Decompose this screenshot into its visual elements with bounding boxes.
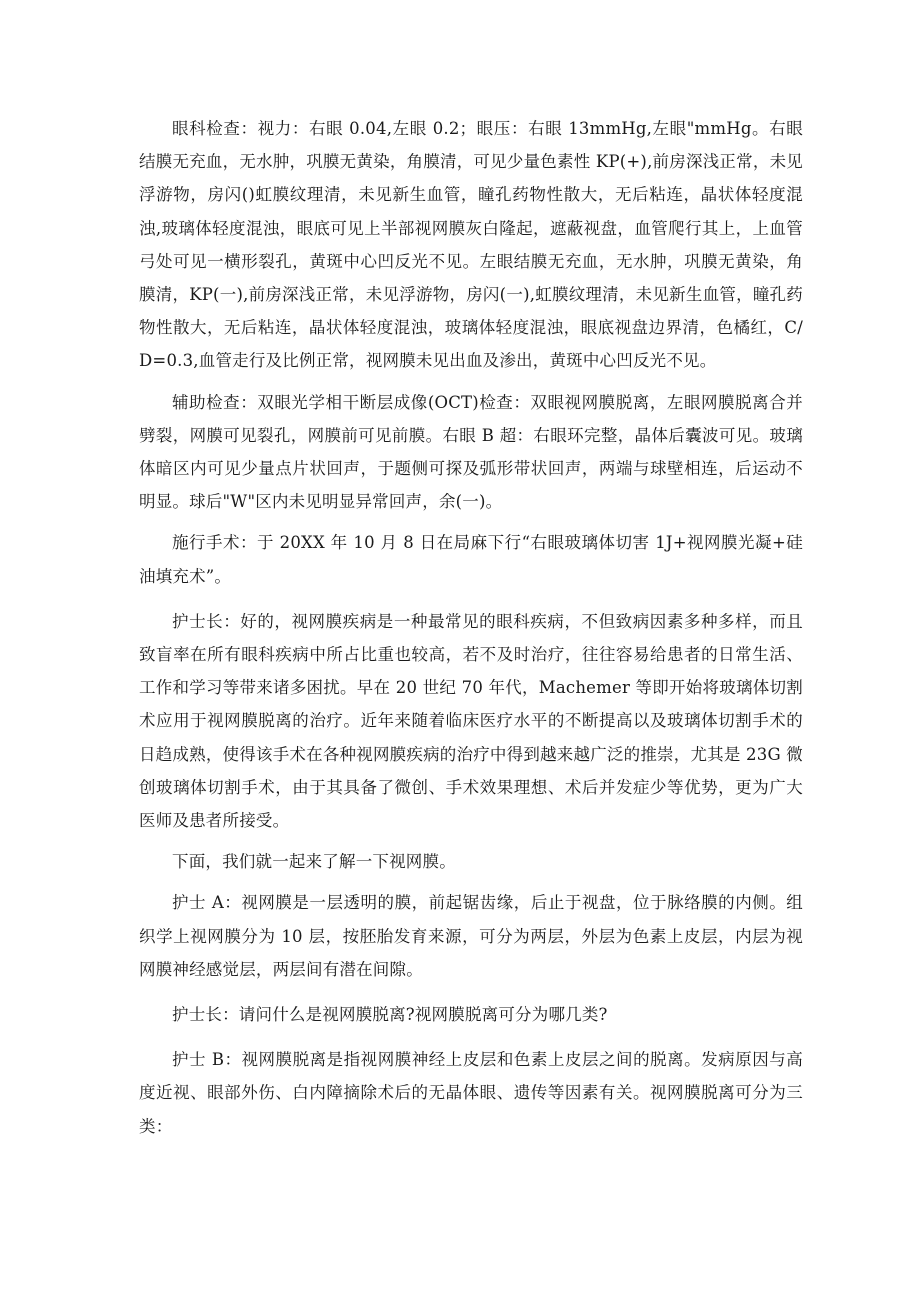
paragraph-nurse-b: 护士 B：视网膜脱离是指视网膜神经上皮层和色素上皮层之间的脱离。发病原因与高度近视、眼部外伤、白内障摘除术后的无晶体眼、遗传等因素有关。视网膜脱离可分为三类：: [139, 1050, 803, 1136]
paragraph-transition: 下面，我们就一起来了解一下视网膜。: [172, 852, 456, 872]
paragraph-head-nurse-intro: 护士长：好的，视网膜疾病是一种最常见的眼科疾病，不但致病因素多种多样，而且致盲率在所有眼科疾病中所占比重也较高，若不及时治疗，往往容易给患者的日常生活、工作和学习等带来诸多困扰。早在 20 世纪 70 年代，Machemer 等即开始将玻璃体切割术应用于视网膜脱离的治疗。近年来随着临床医疗水平的不断提高以及玻璃体切割手术的日趋成熟，使得该手术在各种视网膜疾病的治疗中得到越来越广泛的推崇，尤其是 23G 微创玻璃体切割手术，由于其具备了微创、手术效果理想、术后并发症少等优势，更为广大医师及患者所接受。: [139, 611, 803, 831]
paragraph-auxiliary-exam: 辅助检查：双眼光学相干断层成像(OCT)检查：双眼视网膜脱离，左眼网膜脱离合并劈裂，网膜可见裂孔，网膜前可见前膜。右眼 B 超：右眼环完整，晶体后囊波可见。玻璃体暗区内可见少量点片状回声，于题侧可探及弧形带状回声，两端与球壁相连，后运动不明显。球后"W"区内未见明显异常回声，余(一)。: [139, 392, 803, 512]
paragraph-surgery: 施行手术：于 20XX 年 10 月 8 日在局麻下行“右眼玻璃体切害 1J+视网膜光凝+硅油填充术”。: [139, 533, 803, 586]
paragraph-nurse-a: 护士 A：视网膜是一层透明的膜，前起锯齿缘，后止于视盘，位于脉络膜的内侧。组织学上视网膜分为 10 层，按胚胎发育来源，可分为两层，外层为色素上皮层，内层为视网膜神经感觉层，两层间有潜在间隙。: [139, 893, 803, 979]
document-body: [139, 112, 803, 1143]
paragraph-head-nurse-question: 护士长：请问什么是视网膜脱离?视网膜脱离可分为哪几类?: [172, 1005, 608, 1025]
paragraph-eye-exam: 眼科检查：视力：右眼 0.04,左眼 0.2；眼压：右眼 13mmHg,左眼"mmHg。右眼结膜无充血，无水肿，巩膜无黄染，角膜清，可见少量色素性 KP(+),前房深浅正常，未见浮游物，房闪()虹膜纹理清，未见新生血管，瞳孔药物性散大，无后粘连，晶状体轻度混浊,玻璃体轻度混浊，眼底可见上半部视网膜灰白隆起，遮蔽视盘，血管爬行其上，上血管弓处可见一横形裂孔，黄斑中心凹反光不见。左眼结膜无充血，无水肿，巩膜无黄染，角膜清，KP(一),前房深浅正常，未见浮游物，房闪(一),虹膜纹理清，未见新生血管，瞳孔药物性散大，无后粘连，晶状体轻度混浊，玻璃体轻度混浊，眼底视盘边界清，色橘红，C/D=0.3,血管走行及比例正常，视网膜未见出血及渗出，黄斑中心凹反光不见。: [139, 119, 803, 371]
